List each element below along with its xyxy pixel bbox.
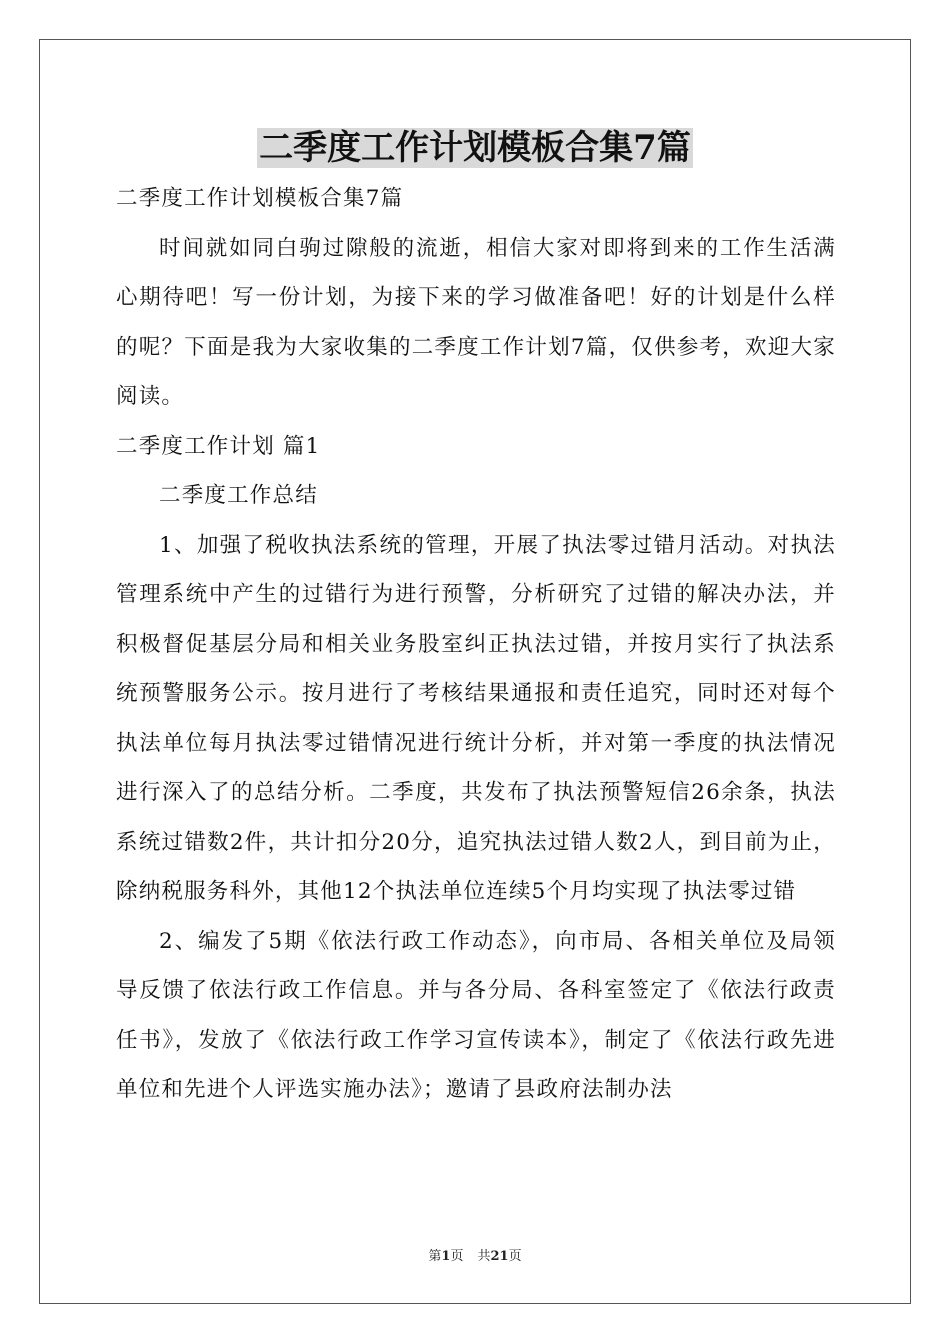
subsection-heading: 二季度工作总结 [159,483,318,508]
page-current: 1 [441,1249,451,1264]
document-body [116,174,836,1115]
page-footer [0,1248,950,1266]
total-prefix: 共 [477,1249,491,1264]
page-prefix: 第 [428,1249,442,1264]
body-paragraph-2: 2、编发了5期《依法行政工作动态》，向市局、各相关单位及局领导反馈了依法行政工作信息。并与各分局、各科室签定了《依法行政责任书》，发放了《依法行政工作学习宣传读本》，制定了《依法行政先进单位和先进个人评选实施办法》；邀请了县政府法制办法 [116,928,836,1102]
total-suffix: 页 [508,1249,522,1264]
document-title-text: 二季度工作计划模板合集7篇 [259,128,691,168]
page-suffix: 页 [450,1249,464,1264]
intro-paragraph: 时间就如同白驹过隙般的流逝，相信大家对即将到来的工作生活满心期待吧！写一份计划，为接下来的学习做准备吧！好的计划是什么样的呢？下面是我为大家收集的二季度工作计划7篇，仅供参考，欢迎大家阅读。 [116,235,836,409]
page-total: 21 [490,1249,509,1264]
subtitle-line: 二季度工作计划模板合集7篇 [116,186,404,211]
document-title [0,124,950,172]
section-heading: 二季度工作计划 篇1 [116,433,321,459]
body-paragraph-1: 1、加强了税收执法系统的管理，开展了执法零过错月活动。对执法管理系统中产生的过错行为进行预警，分析研究了过错的解决办法，并积极督促基层分局和相关业务股室纠正执法过错，并按月实行了执法系统预警服务公示。按月进行了考核结果通报和责任追究，同时还对每个执法单位每月执法零过错情况进行统计分析，并对第一季度的执法情况进行深入了的总结分析。二季度，共发布了执法预警短信26余条，执法系统过错数2件，共计扣分20分，追究执法过错人数2人，到目前为止，除纳税服务科外，其他12个执法单位连续5个月均实现了执法零过错 [116,532,836,904]
